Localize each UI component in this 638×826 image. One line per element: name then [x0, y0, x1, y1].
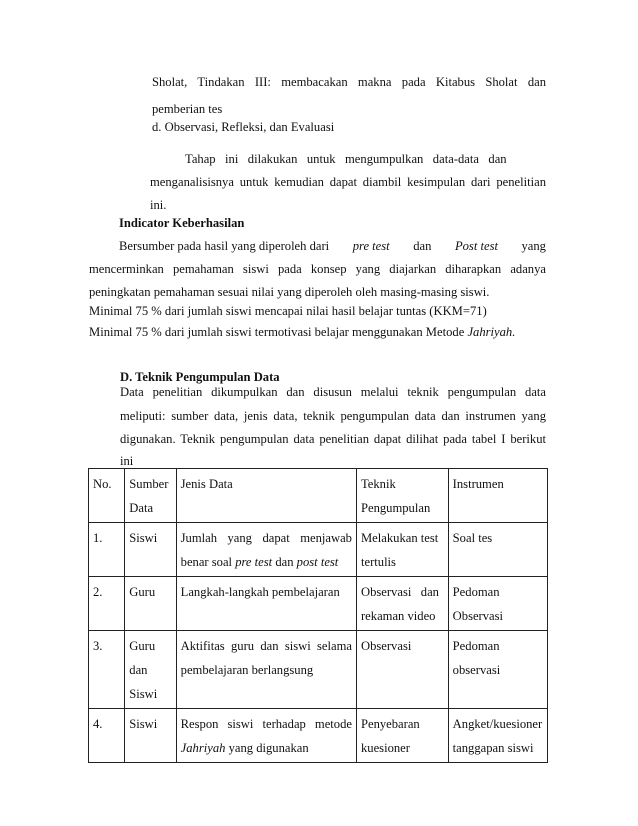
cell-instrumen: Pedoman Observasi	[448, 577, 547, 631]
indicator-line-2: mencerminkan pemahaman siswi pada konsep yang diajarkan diharapkan adanya	[89, 262, 546, 276]
cell-sumber: Guru dan Siswi	[125, 631, 176, 709]
paragraph-line-1: Tahap ini dilakukan untuk mengumpulkan data-data dan	[185, 152, 507, 166]
cell-instrumen: Pedoman observasi	[448, 631, 547, 709]
cell-sumber: Guru	[125, 577, 176, 631]
intro-line-2: pemberian tes	[152, 102, 223, 116]
cell-no: 2.	[89, 577, 125, 631]
data-collection-table	[88, 468, 548, 763]
section-d-line-4: ini	[120, 454, 134, 468]
header-instrumen: Instrumen	[448, 469, 547, 523]
cell-no: 3.	[89, 631, 125, 709]
indicator-text: yang	[521, 239, 546, 253]
table-header-row	[89, 469, 548, 523]
table-row	[89, 709, 548, 763]
cell-instrumen: Soal tes	[448, 523, 547, 577]
cell-teknik: Penyebaran kuesioner	[356, 709, 448, 763]
header-teknik: Teknik Pengumpulan	[356, 469, 448, 523]
indicator-line-1	[119, 238, 546, 254]
list-item-d: d. Observasi, Refleksi, dan Evaluasi	[152, 120, 335, 134]
header-sumber: Sumber Data	[125, 469, 176, 523]
cell-instrumen: Angket/kuesioner tanggapan siswi	[448, 709, 547, 763]
cell-jenis: Jumlah yang dapat menjawab benar soal pre test dan post test	[176, 523, 356, 577]
indicator-heading: Indicator Keberhasilan	[119, 216, 245, 230]
criteria-text: Minimal 75 % dari jumlah siswi termotivasi belajar menggunakan Metode	[89, 325, 465, 339]
post-test-term: Post test	[454, 239, 498, 253]
paragraph-line-2: menganalisisnya untuk kemudian dapat diambil kesimpulan dari penelitian	[150, 175, 546, 189]
criteria-line-2	[89, 324, 515, 340]
table-row	[89, 577, 548, 631]
intro-line-1: Sholat, Tindakan III: membacakan makna pada Kitabus Sholat dan	[152, 75, 546, 89]
cell-jenis: Langkah-langkah pembelajaran	[176, 577, 356, 631]
table-row	[89, 523, 548, 577]
section-d-line-3: digunakan. Teknik pengumpulan data penelitian dapat dilihat pada tabel I berikut	[120, 432, 546, 446]
pre-test-term: pre test	[352, 239, 390, 253]
cell-sumber: Siswi	[125, 523, 176, 577]
paragraph-line-3: ini.	[150, 198, 167, 212]
section-d-heading: D. Teknik Pengumpulan Data	[120, 370, 280, 384]
header-no: No.	[89, 469, 125, 523]
cell-teknik: Observasi dan rekaman video	[356, 577, 448, 631]
indicator-text: Bersumber pada hasil yang diperoleh dari	[119, 239, 330, 253]
header-jenis: Jenis Data	[176, 469, 356, 523]
section-d-line-1: Data penelitian dikumpulkan dan disusun melalui teknik pengumpulan data	[120, 385, 546, 399]
cell-jenis: Respon siswi terhadap metode Jahriyah yang digunakan	[176, 709, 356, 763]
cell-jenis: Aktifitas guru dan siswi selama pembelajaran berlangsung	[176, 631, 356, 709]
cell-teknik: Observasi	[356, 631, 448, 709]
indicator-text: dan	[413, 239, 432, 253]
cell-no: 4.	[89, 709, 125, 763]
cell-sumber: Siswi	[125, 709, 176, 763]
table-row	[89, 631, 548, 709]
criteria-line-1: Minimal 75 % dari jumlah siswi mencapai nilai hasil belajar tuntas (KKM=71)	[89, 304, 487, 318]
cell-no: 1.	[89, 523, 125, 577]
indicator-line-3: peningkatan pemahaman sesuai nilai yang diperoleh oleh masing-masing siswi.	[89, 285, 490, 299]
cell-teknik: Melakukan test tertulis	[356, 523, 448, 577]
method-term: Jahriyah.	[467, 325, 516, 339]
section-d-line-2: meliputi: sumber data, jenis data, teknik pengumpulan data dan instrumen yang	[120, 409, 546, 423]
